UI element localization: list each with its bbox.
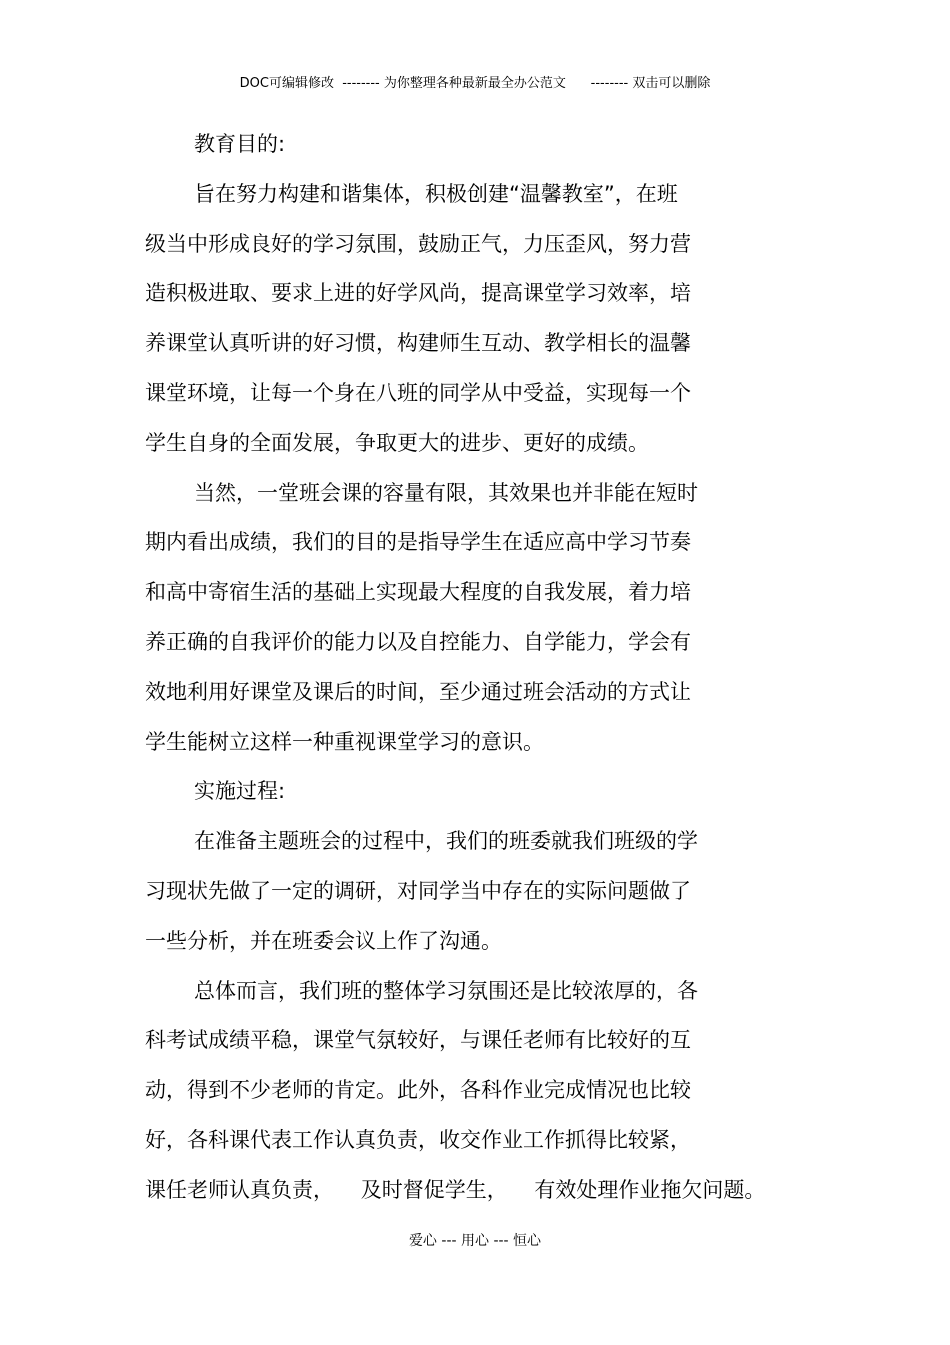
- paragraph-line: 课堂环境，让每一个身在八班的同学从中受益，实现每一个: [145, 380, 691, 405]
- paragraph-line: 效地利用好课堂及课后的时间，至少通过班会活动的方式让: [145, 679, 691, 704]
- paragraph-line: 和高中寄宿生活的基础上实现最大程度的自我发展，着力培: [145, 580, 691, 605]
- paragraph-line: 级当中形成良好的学习氛围，鼓励正气，力压歪风，努力营: [145, 231, 691, 256]
- paragraph-line: 养课堂认真听讲的好习惯，构建师生互动、教学相长的温馨: [145, 331, 691, 356]
- page-header: DOC可编辑修改 -------- 为你整理各种最新最全办公范文 -------- 双击可以删除: [239, 76, 711, 91]
- paragraph-line: 动，得到不少老师的肯定。此外，各科作业完成情况也比较: [145, 1078, 691, 1103]
- paragraph-line: 好，各科课代表工作认真负责，收交作业工作抓得比较紧，: [145, 1127, 691, 1152]
- paragraph-line: 当然，一堂班会课的容量有限，其效果也并非能在短时: [194, 480, 698, 505]
- paragraph-line: 养正确的自我评价的能力以及自控能力、自学能力，学会有: [145, 629, 691, 654]
- paragraph-line: 一些分析，并在班委会议上作了沟通。: [145, 928, 502, 953]
- paragraph-line: 造积极进取、要求上进的好学风尚，提高课堂学习效率，培: [145, 281, 691, 306]
- paragraph-line: 旨在努力构建和谐集体，积极创建“温馨教室”，在班: [194, 181, 678, 206]
- paragraph-line: 在准备主题班会的过程中，我们的班委就我们班级的学: [194, 829, 698, 854]
- paragraph-line: 期内看出成绩，我们的目的是指导学生在适应高中学习节奏: [145, 530, 691, 555]
- paragraph-line: 课任老师认真负责， 及时督促学生， 有效处理作业拖欠问题。: [145, 1177, 766, 1202]
- paragraph-line: 习现状先做了一定的调研，对同学当中存在的实际问题做了: [145, 878, 691, 903]
- document-body: [145, 120, 766, 1216]
- paragraph-line: 总体而言，我们班的整体学习氛围还是比较浓厚的，各: [194, 978, 698, 1003]
- section-heading-purpose: 教育目的:: [194, 132, 286, 156]
- page-footer: 爱心 --- 用心 --- 恒心: [408, 1233, 542, 1249]
- paragraph-line: 科考试成绩平稳，课堂气氛较好，与课任老师有比较好的互: [145, 1028, 691, 1053]
- paragraph-line: 学生能树立这样一种重视课堂学习的意识。: [145, 729, 544, 754]
- section-heading-process: 实施过程:: [194, 779, 286, 804]
- paragraph-line: 学生自身的全面发展，争取更大的进步、更好的成绩。: [145, 430, 649, 455]
